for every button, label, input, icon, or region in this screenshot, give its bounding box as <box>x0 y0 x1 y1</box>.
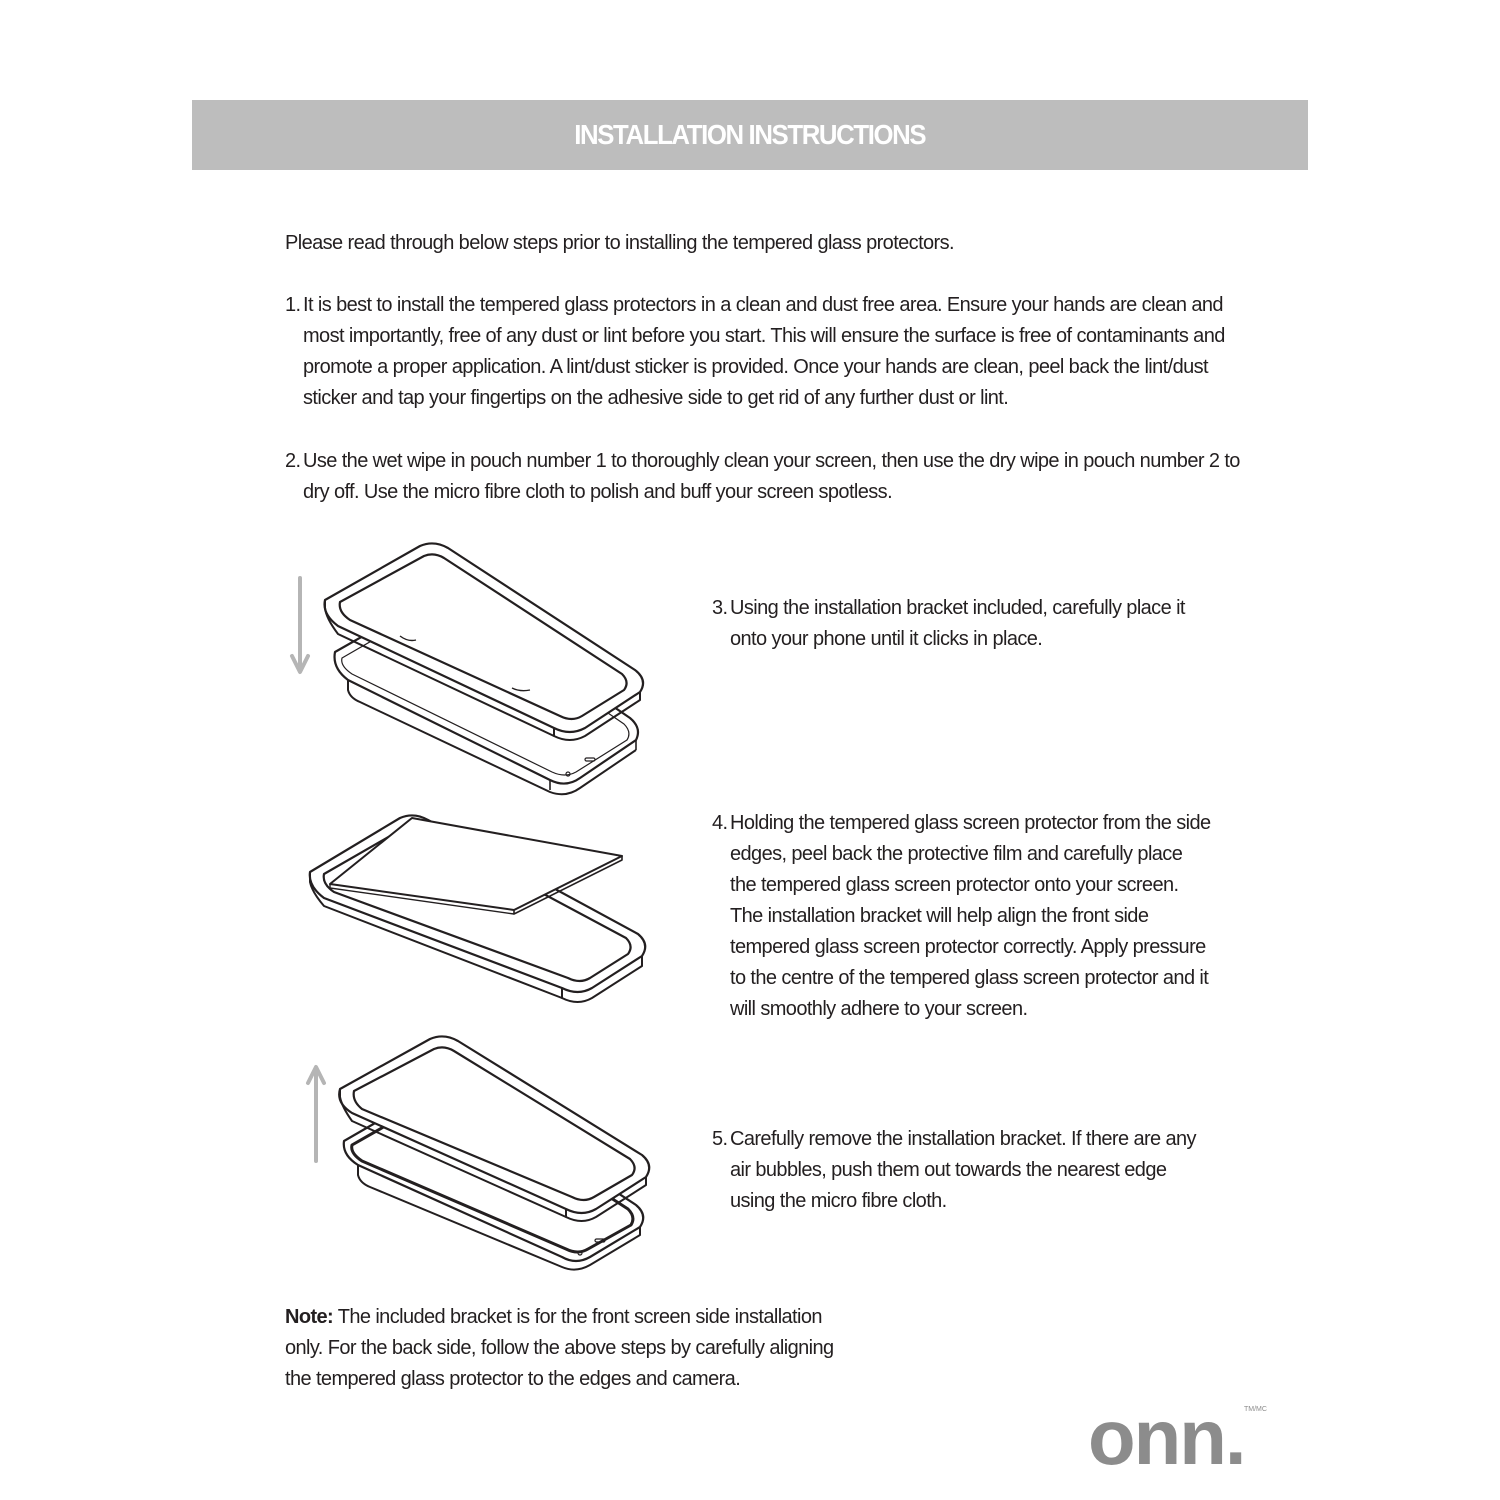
note-text: The included bracket is for the front screen side installation only. For the back side, follow the above steps by carefully aligning the tempered glass protector to the edges and camera. <box>285 1306 834 1390</box>
glass-placement-illustration <box>300 810 660 1020</box>
step-number: 5. <box>712 1128 728 1150</box>
step-text: It is best to install the tempered glass protectors in a clean and dust free area. Ensure your hands are clean and most importantly, free of any dust or lint before you start. This will ensure the surface is free of contaminants and promote a proper application. A lint/dust sticker is provided. Once your hands are clean, peel back the lint/dust sticker and tap your fingertips on the adhesive side to get rid of any further dust or lint. <box>303 294 1225 409</box>
header-bar <box>192 100 1308 170</box>
brand-logo <box>1088 1393 1245 1481</box>
step-number: 1. <box>285 294 301 316</box>
step-4 <box>712 808 1212 1025</box>
bracket-removal-illustration <box>300 1035 660 1275</box>
step-text: Use the wet wipe in pouch number 1 to thoroughly clean your screen, then use the dry wipe in pouch number 2 to dry off. Use the micro fibre cloth to polish and buff your screen spotless. <box>303 450 1240 503</box>
step-number: 2. <box>285 450 301 472</box>
bracket-placement-illustration <box>280 540 660 800</box>
trademark-mark: TM/MC <box>1244 1406 1267 1413</box>
note <box>285 1302 845 1395</box>
step-2 <box>285 446 1245 508</box>
step-1 <box>285 290 1245 414</box>
step-5 <box>712 1124 1212 1217</box>
intro-text: Please read through below steps prior to installing the tempered glass protectors. <box>285 232 954 254</box>
page-title: INSTALLATION INSTRUCTIONS <box>574 119 926 150</box>
note-label: Note: <box>285 1306 334 1328</box>
step-text: Holding the tempered glass screen protector from the side edges, peel back the protective film and carefully place the tempered glass screen protector onto your screen. The installation bracket will help align the front side tempered glass screen protector correctly. Apply pressure to the centre of the tempered glass screen protector and it will smoothly adhere to your screen. <box>730 812 1211 1020</box>
step-text: Using the installation bracket included, carefully place it onto your phone until it clicks in place. <box>730 597 1185 650</box>
step-3 <box>712 593 1212 655</box>
step-text: Carefully remove the installation bracket. If there are any air bubbles, push them out towards the nearest edge using the micro fibre cloth. <box>730 1128 1196 1212</box>
step-number: 4. <box>712 812 728 834</box>
brand-logo-text: onn. <box>1088 1393 1245 1481</box>
step-number: 3. <box>712 597 728 619</box>
